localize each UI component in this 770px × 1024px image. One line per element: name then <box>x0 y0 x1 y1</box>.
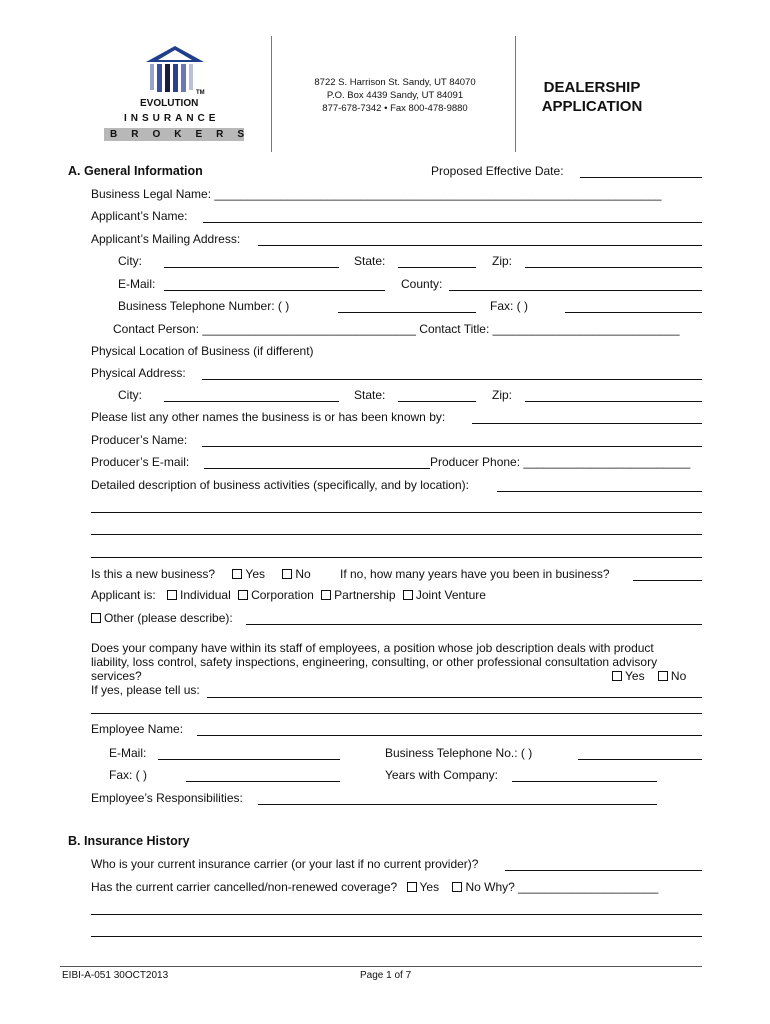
business-description-label: Detailed description of business activities (specifically, and by location): <box>91 478 469 492</box>
cancelled-no-checkbox[interactable] <box>452 882 462 892</box>
fax-field[interactable] <box>565 312 702 313</box>
employee-fax-field[interactable] <box>186 781 340 782</box>
footer-rule <box>60 966 702 967</box>
new-business-yes-checkbox[interactable] <box>232 569 242 579</box>
trademark-label: TM <box>196 90 205 96</box>
physical-state-field[interactable] <box>398 401 476 402</box>
staff-no-label: No <box>670 669 687 683</box>
corporation-checkbox[interactable] <box>238 590 248 600</box>
years-with-company-label: Years with Company: <box>385 768 498 782</box>
employee-phone-label: Business Telephone No.: ( ) <box>385 746 533 760</box>
new-business-question: Is this a new business? <box>91 567 216 581</box>
zip-label: Zip: <box>492 254 513 268</box>
email-label: E-Mail: <box>118 277 156 291</box>
logo-line-evolution: EVOLUTION <box>140 98 199 109</box>
logo-line-brokers: BROKERS <box>110 129 259 140</box>
staff-yes-label: Yes <box>625 669 645 683</box>
partnership-checkbox[interactable] <box>321 590 331 600</box>
section-a-heading: A. General Information <box>68 164 203 178</box>
business-legal-name-label[interactable]: Business Legal Name: ___________________________________________________________________ <box>91 187 662 201</box>
other-names-label: Please list any other names the business is or has been known by: <box>91 410 446 424</box>
county-field[interactable] <box>449 290 702 291</box>
pillar-logo-icon <box>140 44 210 94</box>
cancelled-question: Has the current carrier cancelled/non-renewed coverage? <box>91 880 398 894</box>
page-number: Page 1 of 7 <box>360 970 412 981</box>
address-line-3: 877-678-7342 • Fax 800-478-9880 <box>322 103 468 114</box>
city-field[interactable] <box>164 267 339 268</box>
form-id: EIBI-A-051 30OCT2013 <box>62 970 169 981</box>
mailing-address-label: Applicant’s Mailing Address: <box>91 232 241 246</box>
employee-email-field[interactable] <box>158 759 340 760</box>
cancelled-why-line-2[interactable] <box>91 914 702 915</box>
effective-date-label: Proposed Effective Date: <box>431 164 564 178</box>
employee-fax-label: Fax: ( ) <box>109 768 147 782</box>
no-label: No <box>295 567 311 581</box>
producers-name-label: Producer’s Name: <box>91 433 188 447</box>
corporation-label: Corporation <box>251 588 314 602</box>
employee-name-field[interactable] <box>197 735 702 736</box>
yes-label: Yes <box>245 567 265 581</box>
section-b-heading: B. Insurance History <box>68 834 190 848</box>
individual-checkbox[interactable] <box>167 590 177 600</box>
other-type-row <box>91 611 233 625</box>
staff-question-line-1: Does your company have within its staff of employees, a position whose job description deals with product <box>91 641 654 655</box>
title-line-2: APPLICATION <box>541 98 643 115</box>
header-divider-right <box>515 36 516 152</box>
cancelled-no-why-label[interactable]: No Why? _____________________ <box>465 880 659 894</box>
responsibilities-field[interactable] <box>258 804 657 805</box>
header-divider-left <box>271 36 272 152</box>
state-field[interactable] <box>398 267 476 268</box>
business-description-line-3[interactable] <box>91 534 702 535</box>
new-business-row <box>91 567 311 581</box>
cancelled-yes-checkbox[interactable] <box>407 882 417 892</box>
physical-address-field[interactable] <box>202 379 702 380</box>
applicant-type-row <box>91 588 486 602</box>
logo-line-insurance: INSURANCE <box>124 113 220 124</box>
cancelled-why-line-3[interactable] <box>91 936 702 937</box>
employee-phone-field[interactable] <box>578 759 702 760</box>
business-phone-label: Business Telephone Number: ( ) <box>118 299 290 313</box>
producers-email-label: Producer’s E-mail: <box>91 455 190 469</box>
contact-person-row[interactable]: Contact Person: ________________________________ Contact Title: ____________________________ <box>113 322 680 336</box>
zip-field[interactable] <box>525 267 702 268</box>
if-yes-label: If yes, please tell us: <box>91 683 200 697</box>
years-with-company-field[interactable] <box>512 781 657 782</box>
business-phone-field[interactable] <box>338 312 476 313</box>
employee-name-label: Employee Name: <box>91 722 184 736</box>
applicants-name-field[interactable] <box>203 222 702 223</box>
if-yes-line-2[interactable] <box>91 713 702 714</box>
business-description-field[interactable] <box>497 491 702 492</box>
staff-question-block <box>91 641 657 697</box>
fax-label: Fax: ( ) <box>490 299 528 313</box>
producer-phone-label[interactable]: Producer Phone: _________________________ <box>430 455 691 469</box>
cancelled-row <box>91 880 658 894</box>
other-describe-label: Other (please describe): <box>104 611 233 625</box>
county-label: County: <box>401 277 443 291</box>
staff-no-checkbox[interactable] <box>658 671 668 681</box>
years-in-business-field[interactable] <box>633 580 702 581</box>
staff-question-line-3: services? <box>91 669 142 683</box>
physical-location-label: Physical Location of Business (if different) <box>91 344 314 358</box>
applicants-name-label: Applicant’s Name: <box>91 209 188 223</box>
physical-state-label: State: <box>354 388 386 402</box>
responsibilities-label: Employee’s Responsibilities: <box>91 791 243 805</box>
physical-address-label: Physical Address: <box>91 366 186 380</box>
current-carrier-field[interactable] <box>505 870 702 871</box>
cancelled-yes-label: Yes <box>419 880 440 894</box>
company-address-block <box>286 76 504 115</box>
staff-yes-no <box>612 669 686 683</box>
other-describe-field[interactable] <box>246 624 702 625</box>
email-field[interactable] <box>164 290 385 291</box>
effective-date-field[interactable] <box>580 177 702 178</box>
staff-yes-checkbox[interactable] <box>612 671 622 681</box>
physical-zip-field[interactable] <box>525 401 702 402</box>
mailing-address-field[interactable] <box>258 245 702 246</box>
staff-question-line-2: liability, loss control, safety inspections, engineering, consulting, or other professional consultation advisory <box>91 655 658 669</box>
city-label: City: <box>118 254 142 268</box>
title-line-1: DEALERSHIP <box>543 79 641 96</box>
physical-city-field[interactable] <box>164 401 339 402</box>
applicant-is-label: Applicant is: <box>91 588 156 602</box>
joint-venture-checkbox[interactable] <box>403 590 413 600</box>
new-business-no-checkbox[interactable] <box>282 569 292 579</box>
producers-email-field[interactable] <box>204 468 430 469</box>
current-carrier-label: Who is your current insurance carrier (or your last if no current provider)? <box>91 857 479 871</box>
physical-city-label: City: <box>118 388 142 402</box>
business-description-line-2[interactable] <box>91 512 702 513</box>
other-names-field[interactable] <box>472 423 702 424</box>
partnership-label: Partnership <box>334 588 396 602</box>
state-label: State: <box>354 254 386 268</box>
physical-zip-label: Zip: <box>492 388 513 402</box>
address-line-2: P.O. Box 4439 Sandy, UT 84091 <box>326 90 464 101</box>
business-description-line-4[interactable] <box>91 557 702 558</box>
other-type-checkbox[interactable] <box>91 613 101 623</box>
employee-email-label: E-Mail: <box>109 746 147 760</box>
if-yes-field[interactable] <box>207 697 702 698</box>
address-line-1: 8722 S. Harrison St. Sandy, UT 84070 <box>314 77 476 88</box>
years-in-business-label: If no, how many years have you been in business? <box>340 567 610 581</box>
document-title <box>530 78 654 116</box>
producers-name-field[interactable] <box>202 446 702 447</box>
individual-label: Individual <box>180 588 231 602</box>
joint-venture-label: Joint Venture <box>415 588 486 602</box>
